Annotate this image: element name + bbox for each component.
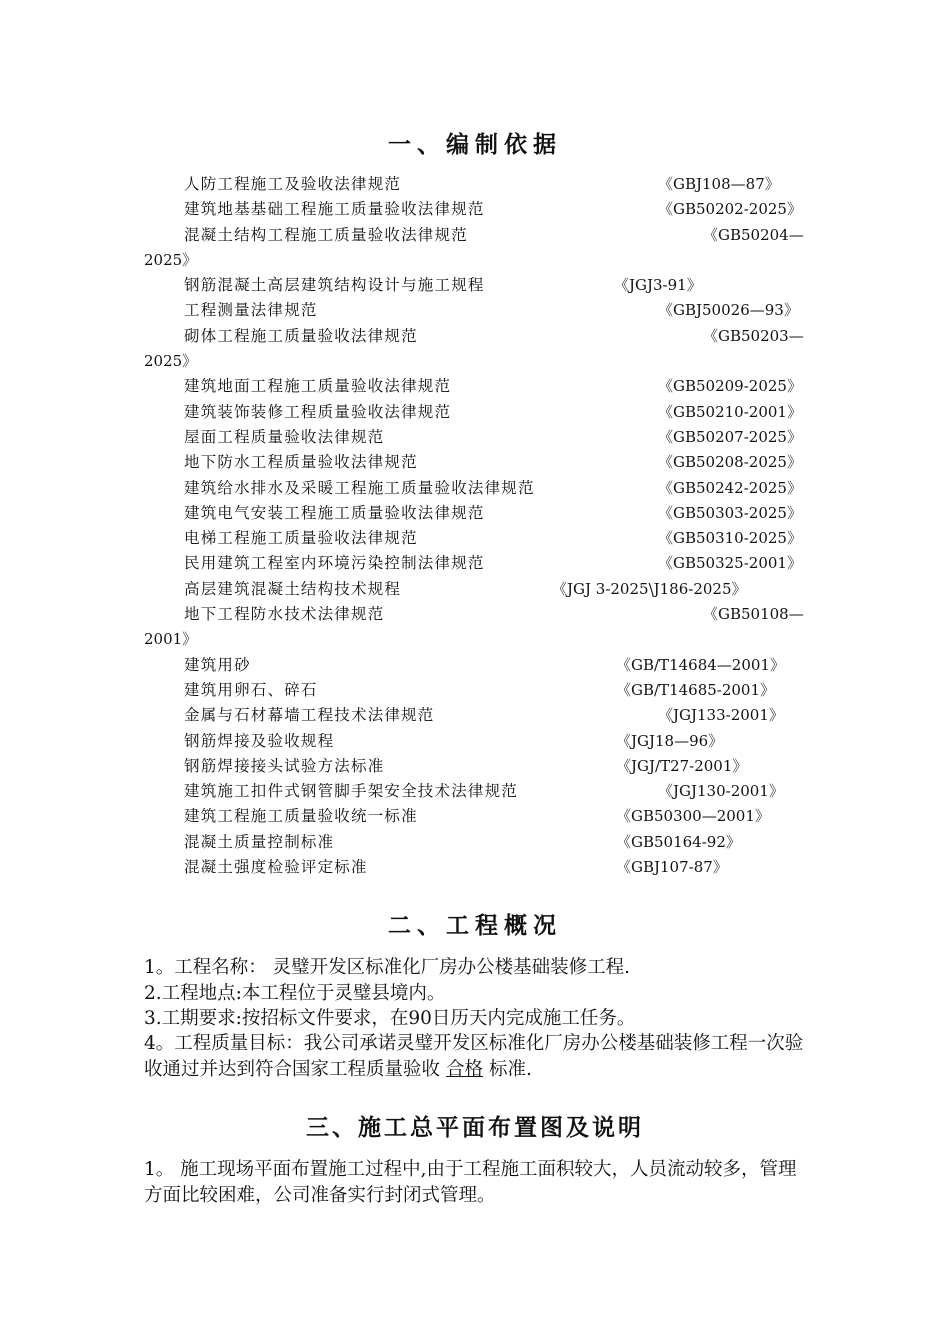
standard-code: 《GB50202-2025》 bbox=[658, 200, 802, 219]
standard-code: 《JGJ/T27-2001》 bbox=[616, 756, 748, 775]
standard-name: 建筑装饰装修工程质量验收法律规范 bbox=[184, 402, 452, 421]
standard-code: 《JGJ 3-2025\J186-2025》 bbox=[552, 579, 747, 598]
section-1-title: 一、编制依据 bbox=[388, 132, 562, 158]
standard-name: 混凝土结构工程施工质量验收法律规范 bbox=[184, 225, 468, 244]
standard-name: 钢筋焊接接头试验方法标准 bbox=[184, 756, 385, 775]
standard-code: 《GBJ50026—93》 bbox=[658, 301, 799, 320]
standard-name: 建筑用砂 bbox=[184, 655, 251, 674]
quality-goal-end: 标准. bbox=[489, 1058, 532, 1080]
standard-code: 《JGJ130-2001》 bbox=[658, 782, 784, 801]
standard-name: 混凝土质量控制标准 bbox=[184, 832, 335, 851]
list-item bbox=[0, 197, 950, 222]
list-item bbox=[0, 501, 950, 526]
list-item bbox=[0, 855, 950, 880]
standard-name: 地下工程防水技术法律规范 bbox=[184, 605, 385, 624]
list-item bbox=[0, 273, 950, 298]
standard-code: 《GB50108— bbox=[703, 605, 804, 624]
list-item bbox=[0, 804, 950, 829]
standard-code: 《GBJ108—87》 bbox=[658, 175, 780, 193]
standard-name: 高层建筑混凝土结构技术规程 bbox=[184, 579, 402, 598]
standard-name: 建筑工程施工质量验收统一标准 bbox=[184, 807, 418, 826]
standard-name: 建筑给水排水及采暖工程施工质量验收法律规范 bbox=[184, 478, 535, 497]
project-name-paragraph: 1。工程名称： 灵璧开发区标准化厂房办公楼基础装修工程. bbox=[144, 957, 631, 978]
list-item bbox=[0, 324, 950, 375]
section-2-title: 二、工程概况 bbox=[388, 913, 562, 939]
list-item bbox=[0, 602, 950, 653]
standard-name: 人防工程施工及验收法律规范 bbox=[184, 175, 402, 193]
list-item bbox=[0, 653, 950, 678]
list-item bbox=[0, 425, 950, 450]
list-item bbox=[0, 476, 950, 501]
standard-code: 《JGJ3-91》 bbox=[614, 276, 702, 295]
list-item bbox=[0, 779, 950, 804]
standard-name: 建筑地基基础工程施工质量验收法律规范 bbox=[184, 200, 485, 219]
standard-code-wrap: 2001》 bbox=[144, 630, 198, 649]
standard-name: 屋面工程质量验收法律规范 bbox=[184, 427, 385, 446]
standard-name: 砌体工程施工质量验收法律规范 bbox=[184, 326, 418, 345]
list-item bbox=[0, 703, 950, 728]
site-layout-paragraph: 1。 施工现场平面布置施工过程中,由于工程施工面积较大，人员流动较多，管理方面比较困难，公司准备实行封闭式管理。 bbox=[144, 1159, 797, 1206]
list-item bbox=[0, 450, 950, 475]
standard-name: 电梯工程施工质量验收法律规范 bbox=[184, 529, 418, 548]
quality-grade: 合格 bbox=[446, 1058, 484, 1080]
standard-code: 《GB50204— bbox=[703, 225, 804, 244]
standards-list bbox=[0, 172, 950, 880]
list-item bbox=[0, 830, 950, 855]
standard-code: 《GB50209-2025》 bbox=[658, 377, 802, 396]
standard-name: 金属与石材幕墙工程技术法律规范 bbox=[184, 706, 435, 725]
standard-code: 《JGJ18—96》 bbox=[616, 731, 724, 750]
standard-name: 混凝土强度检验评定标准 bbox=[184, 858, 368, 877]
list-item bbox=[0, 577, 950, 602]
list-item bbox=[0, 400, 950, 425]
list-item bbox=[0, 526, 950, 551]
standard-name: 地下防水工程质量验收法律规范 bbox=[184, 453, 418, 472]
standard-code: 《JGJ133-2001》 bbox=[658, 706, 784, 725]
list-item bbox=[0, 172, 950, 197]
standard-code: 《GB50164-92》 bbox=[616, 832, 741, 851]
list-item bbox=[0, 729, 950, 754]
standard-code: 《GB50310-2025》 bbox=[658, 529, 802, 548]
standard-code-wrap: 2025》 bbox=[144, 352, 198, 371]
standard-name: 钢筋混凝土高层建筑结构设计与施工规程 bbox=[184, 276, 485, 295]
standard-code: 《GB50303-2025》 bbox=[658, 503, 802, 522]
list-item bbox=[0, 754, 950, 779]
standard-code: 《GB50325-2001》 bbox=[658, 554, 802, 573]
section-3-title: 三、施工总平面布置图及说明 bbox=[306, 1115, 644, 1141]
list-item bbox=[0, 678, 950, 703]
project-location-paragraph: 2.工程地点:本工程位于灵璧县境内。 bbox=[144, 983, 446, 1004]
list-item bbox=[0, 223, 950, 274]
list-item bbox=[0, 298, 950, 323]
standard-code-wrap: 2025》 bbox=[144, 250, 198, 269]
standard-code: 《GB/T14684—2001》 bbox=[616, 655, 785, 674]
standard-name: 钢筋焊接及验收规程 bbox=[184, 731, 335, 750]
standard-code: 《GB50203— bbox=[703, 326, 804, 345]
standard-name: 建筑用卵石、碎石 bbox=[184, 680, 318, 699]
standard-code: 《GB50300—2001》 bbox=[616, 807, 770, 826]
standard-code: 《GB50207-2025》 bbox=[658, 427, 802, 446]
standard-code: 《GBJ107-87》 bbox=[616, 858, 728, 877]
standard-code: 《GB/T14685-2001》 bbox=[616, 680, 776, 699]
standard-name: 建筑地面工程施工质量验收法律规范 bbox=[184, 377, 452, 396]
standard-name: 工程测量法律规范 bbox=[184, 301, 318, 320]
standard-code: 《GB50242-2025》 bbox=[658, 478, 802, 497]
standard-code: 《GB50210-2001》 bbox=[658, 402, 802, 421]
list-item bbox=[0, 374, 950, 399]
standard-code: 《GB50208-2025》 bbox=[658, 453, 802, 472]
standard-name: 建筑电气安装工程施工质量验收法律规范 bbox=[184, 503, 485, 522]
standard-name: 建筑施工扣件式钢管脚手架安全技术法律规范 bbox=[184, 782, 519, 801]
list-item bbox=[0, 551, 950, 576]
quality-goal-text: 4。工程质量目标：我公司承诺灵璧开发区标准化厂房办公楼基础装修工程一次验收通过并达到符合国家工程质量验收 bbox=[144, 1033, 804, 1080]
standard-name: 民用建筑工程室内环境污染控制法律规范 bbox=[184, 554, 485, 573]
quality-goal-paragraph bbox=[144, 1031, 814, 1082]
schedule-paragraph: 3.工期要求:按招标文件要求，在90日历天内完成施工任务。 bbox=[144, 1008, 636, 1029]
